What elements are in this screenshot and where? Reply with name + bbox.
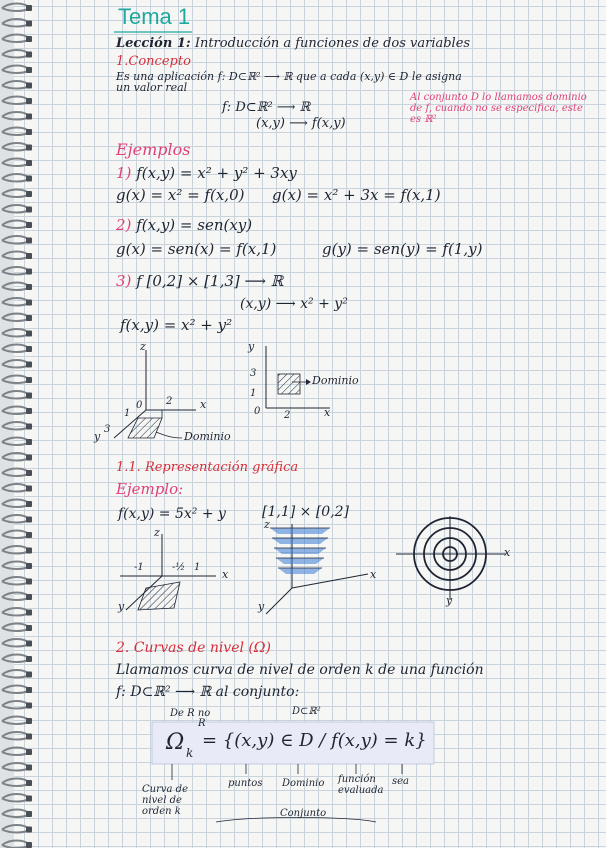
domain-note: Al conjunto D lo llamamos dominio de f, cuando no se especifica, este es ℝ² <box>410 92 587 125</box>
binding-hole <box>26 176 32 182</box>
example-2-b: g(y) = sen(y) = f(1,y) <box>322 240 483 258</box>
representation-domain: [1,1] × [0,2] <box>262 504 350 520</box>
concept-line-1: Es una aplicación f: D⊂ℝ² ⟶ ℝ que a cada (x,y) ∈ D le asigna <box>116 70 462 83</box>
fig2-y-label: y <box>248 340 255 353</box>
binding-hole <box>26 796 32 802</box>
fig1-three-label: 3 <box>104 424 111 435</box>
binding-hole <box>26 703 32 709</box>
fig1-x-label: x <box>200 398 207 411</box>
binding-hole <box>26 765 32 771</box>
domain-3d-figure <box>96 340 256 450</box>
example-2-a: g(x) = sen(x) = f(x,1) <box>116 240 277 258</box>
example-3-number: 3) <box>116 272 132 290</box>
fig2-dominio-label: Dominio <box>312 374 359 387</box>
fig1-z-label: z <box>140 340 146 353</box>
lesson-heading <box>116 36 470 51</box>
example-3-func-text: f [0,2] × [1,3] ⟶ ℝ <box>136 272 284 290</box>
binding-hole <box>26 269 32 275</box>
level-curves-line-1: Llamamos curva de nivel de orden k de una función <box>116 662 484 678</box>
binding-hole <box>26 222 32 228</box>
example-3-map: (x,y) ⟶ x² + y² <box>240 296 348 312</box>
label-sea: sea <box>392 776 410 787</box>
representation-heading: 1.1. Representación gráfica <box>116 460 299 475</box>
example-1-func-text: f(x,y) = x² + y² + 3xy <box>136 164 297 182</box>
binding-hole <box>26 408 32 414</box>
fig2-two-label: 2 <box>284 410 291 421</box>
representation-func: f(x,y) = 5x² + y <box>118 506 226 522</box>
binding-hole <box>26 470 32 476</box>
mapping-line-2: (x,y) ⟶ f(x,y) <box>256 116 346 131</box>
binding-hole <box>26 610 32 616</box>
lesson-label: Lección 1: <box>116 36 191 51</box>
example-1-func <box>116 164 297 182</box>
binding-hole <box>26 129 32 135</box>
binding-hole <box>26 160 32 166</box>
binding-hole <box>26 52 32 58</box>
binding-hole <box>26 486 32 492</box>
label-dominio: Dominio <box>282 778 325 789</box>
fig2-x-label: x <box>324 406 331 419</box>
example-1-number: 1) <box>116 164 132 182</box>
fig1-origin-label: 0 <box>136 400 143 411</box>
binding-hole <box>26 36 32 42</box>
binding-hole <box>26 827 32 833</box>
binding-hole <box>26 377 32 383</box>
binding-hole <box>26 5 32 11</box>
example-2-func <box>116 216 252 234</box>
binding-hole <box>26 238 32 244</box>
binding-hole <box>26 300 32 306</box>
binding-hole <box>26 687 32 693</box>
mapping-line-1: f: D⊂ℝ² ⟶ ℝ <box>222 100 311 115</box>
level-curves-figure <box>394 510 514 610</box>
binding-hole <box>26 718 32 724</box>
binding-hole <box>26 83 32 89</box>
fig4-y-label: y <box>258 600 265 613</box>
binding-hole <box>26 439 32 445</box>
fig3-m1-label: -1 <box>134 562 144 573</box>
binding-hole <box>26 207 32 213</box>
fig2-three-label: 3 <box>250 368 257 379</box>
binding-hole <box>26 579 32 585</box>
binding-hole <box>26 145 32 151</box>
representation-example-heading: Ejemplo: <box>116 480 184 498</box>
spiral-binding <box>0 0 40 848</box>
level-curves-heading-text: 2. Curvas de nivel (Ω) <box>116 640 271 656</box>
binding-hole <box>26 424 32 430</box>
binding-hole <box>26 67 32 73</box>
page-title: Tema 1 <box>118 4 191 29</box>
binding-hole <box>26 749 32 755</box>
concept-heading-text: 1.Concepto <box>116 54 191 69</box>
fig3-x-label: x <box>222 568 229 581</box>
binding-hole <box>26 98 32 104</box>
label-curva: Curva de nivel de orden k <box>142 784 188 817</box>
binding-hole <box>26 842 32 848</box>
binding-hole <box>26 362 32 368</box>
title-underline <box>114 30 194 34</box>
annot-k: R <box>198 718 206 729</box>
label-conjunto: Conjunto <box>280 808 327 819</box>
binding-hole <box>26 455 32 461</box>
binding-hole <box>26 253 32 259</box>
example-1-a: g(x) = x² = f(x,0) <box>116 186 245 204</box>
formula-omega: Ω <box>166 730 185 755</box>
fig3-mhalf-label: -½ <box>172 562 186 573</box>
binding-hole <box>26 672 32 678</box>
binding-hole <box>26 346 32 352</box>
binding-hole <box>26 780 32 786</box>
fig2-one-label: 1 <box>250 388 257 399</box>
binding-hole <box>26 21 32 27</box>
binding-hole <box>26 548 32 554</box>
binding-hole <box>26 331 32 337</box>
example-2-number: 2) <box>116 216 132 234</box>
formula-subscript: k <box>186 746 194 760</box>
fig4-z-label: z <box>264 518 270 531</box>
binding-hole <box>26 641 32 647</box>
binding-hole <box>26 284 32 290</box>
binding-hole <box>26 594 32 600</box>
paraboloid-layers-figure <box>256 518 386 618</box>
binding-hole <box>26 191 32 197</box>
level-curves-line-2: f: D⊂ℝ² ⟶ ℝ al conjunto: <box>116 684 300 700</box>
binding-hole <box>26 114 32 120</box>
concept-heading <box>116 54 191 69</box>
example-3-func <box>116 272 283 290</box>
fig1-one-label: 1 <box>124 408 131 419</box>
fig5-y-label: y <box>446 594 453 607</box>
fig3-one-label: 1 <box>194 562 201 573</box>
annot-dr2: D⊂ℝ² <box>292 706 321 717</box>
fig4-x-label: x <box>370 568 377 581</box>
binding-hole <box>26 501 32 507</box>
fig1-two-label: 2 <box>166 396 173 407</box>
fig5-x-label: x <box>504 546 511 559</box>
binding-hole <box>26 625 32 631</box>
binding-hole <box>26 811 32 817</box>
binding-hole <box>26 532 32 538</box>
formula-body: = {(x,y) ∈ D / f(x,y) = k} <box>202 730 427 751</box>
fig2-origin-label: 0 <box>254 406 261 417</box>
annot-dentro: De R no <box>170 708 211 719</box>
binding-hole <box>26 656 32 662</box>
label-funcion: función evaluada <box>338 774 384 796</box>
example-2-func-text: f(x,y) = sen(xy) <box>136 216 253 234</box>
fig3-z-label: z <box>154 526 160 539</box>
concept-line-2: un valor real <box>116 81 188 94</box>
example-3-def: f(x,y) = x² + y² <box>120 316 233 334</box>
examples-heading: Ejemplos <box>116 140 191 159</box>
lesson-text: Introducción a funciones de dos variables <box>194 36 471 51</box>
binding-hole <box>26 393 32 399</box>
level-curves-heading <box>116 640 271 656</box>
fig1-y-label: y <box>94 430 101 443</box>
binding-hole <box>26 563 32 569</box>
binding-hole <box>26 315 32 321</box>
example-1-b: g(x) = x² + 3x = f(x,1) <box>272 186 441 204</box>
fig1-dominio-label: Dominio <box>184 430 231 443</box>
fig3-y-label: y <box>118 600 125 613</box>
label-puntos: puntos <box>228 778 263 789</box>
binding-hole <box>26 517 32 523</box>
binding-hole <box>26 734 32 740</box>
